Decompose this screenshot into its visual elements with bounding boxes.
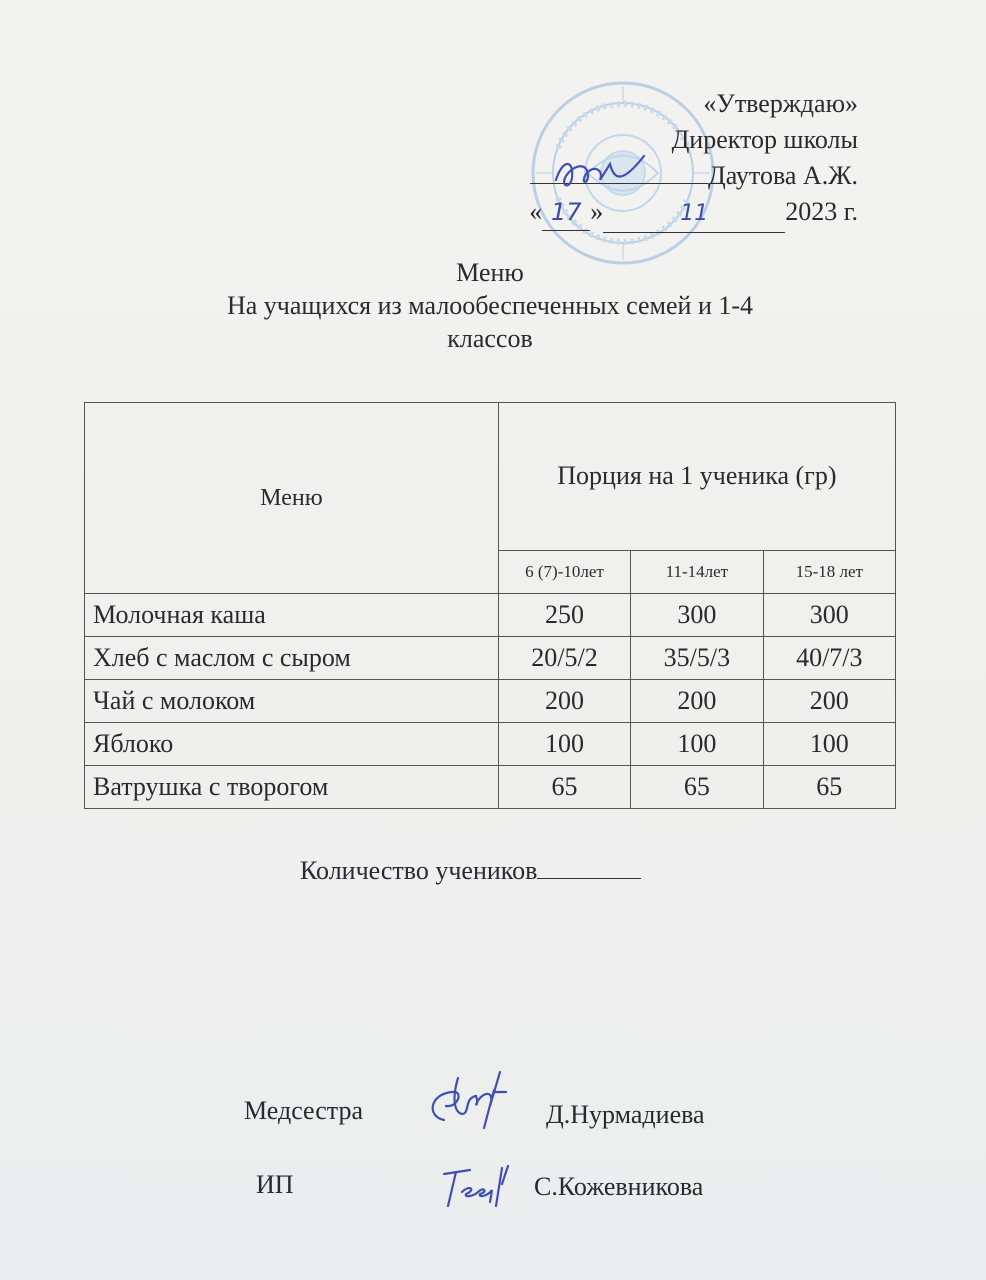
dish-name: Хлеб с маслом с сыром — [85, 637, 499, 680]
portion-value: 35/5/3 — [631, 637, 763, 680]
date-month: 11 — [603, 196, 785, 233]
student-count-label: Количество учеников — [300, 856, 538, 885]
portion-value: 20/5/2 — [498, 637, 630, 680]
table-row — [85, 637, 896, 680]
student-count-blank — [537, 856, 641, 879]
table-row — [85, 680, 896, 723]
title-line-3: классов — [447, 324, 533, 353]
date-day: 17 — [542, 194, 590, 231]
portion-value: 200 — [763, 680, 895, 723]
portion-value: 300 — [763, 594, 895, 637]
menu-table — [84, 402, 896, 809]
portion-value: 40/7/3 — [763, 637, 895, 680]
age-group: 11-14лет — [631, 550, 763, 593]
nurse-role: Медсестра — [244, 1096, 364, 1125]
ip-role: ИП — [256, 1170, 294, 1199]
director-signature — [548, 150, 658, 200]
header-portion: Порция на 1 ученика (гр) — [498, 403, 895, 551]
dish-name: Яблоко — [85, 723, 499, 766]
header-menu: Меню — [85, 403, 499, 594]
table-row — [85, 723, 896, 766]
student-count-line — [300, 856, 641, 886]
table-row — [85, 766, 896, 809]
table-row — [85, 594, 896, 637]
date-quote-close: » — [590, 197, 604, 226]
title-line-1: Меню — [456, 258, 524, 287]
nurse-name: Д.Нурмадиева — [546, 1100, 705, 1129]
date-quote-open: « — [529, 197, 543, 226]
dish-name: Ватрушка с творогом — [85, 766, 499, 809]
date-year: 2023 г. — [785, 197, 858, 226]
portion-value: 65 — [498, 766, 630, 809]
portion-value: 300 — [631, 594, 763, 637]
portion-value: 100 — [763, 723, 895, 766]
portion-value: 250 — [498, 594, 630, 637]
ip-signature — [440, 1162, 520, 1212]
portion-value: 200 — [498, 680, 630, 723]
director-position: Директор школы — [671, 125, 858, 154]
nurse-signature — [424, 1068, 510, 1132]
approve-label: «Утверждаю» — [703, 89, 858, 118]
ip-name: С.Кожевникова — [534, 1172, 704, 1201]
document-title — [160, 256, 820, 355]
portion-value: 65 — [763, 766, 895, 809]
portion-value: 100 — [631, 723, 763, 766]
age-group: 15-18 лет — [763, 550, 895, 593]
title-line-2: На учащихся из малообеспеченных семей и 1-4 — [226, 291, 754, 320]
dish-name: Чай с молоком — [85, 680, 499, 723]
dish-name: Молочная каша — [85, 594, 499, 637]
age-group: 6 (7)-10лет — [498, 550, 630, 593]
director-name: Даутова А.Ж. — [707, 161, 858, 190]
portion-value: 100 — [498, 723, 630, 766]
portion-value: 65 — [631, 766, 763, 809]
portion-value: 200 — [631, 680, 763, 723]
